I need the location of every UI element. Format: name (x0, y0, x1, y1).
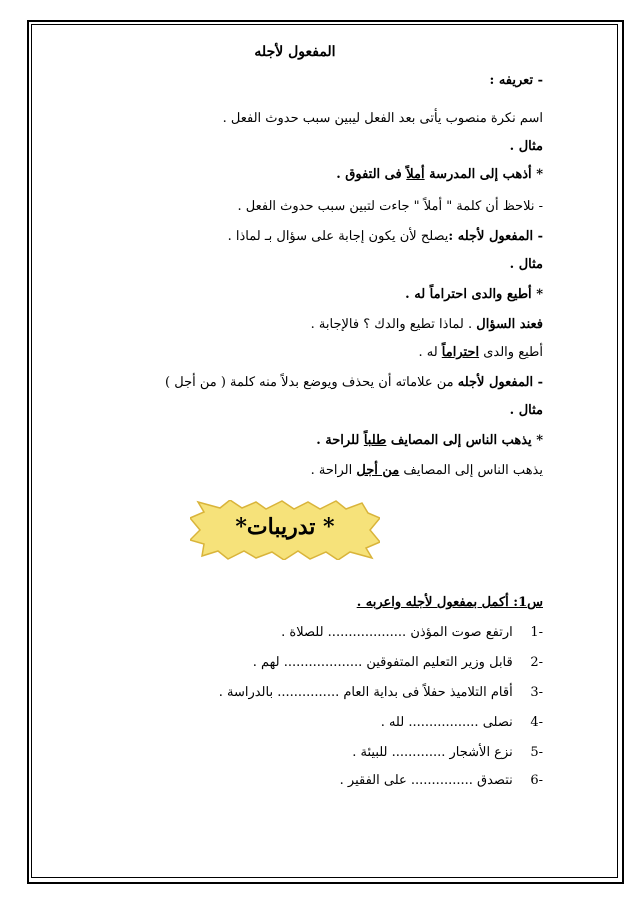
question-line-text: . لماذا تطيع والدك ؟ فالإجابة . (310, 317, 477, 332)
example-label-3: مثال . (509, 403, 543, 418)
answer-line-suffix: له . (418, 345, 442, 360)
exercise-number: -4 (530, 715, 543, 730)
rule-2-text: يصلح لأن يكون إجابة على سؤال بـ لماذا . (227, 229, 449, 244)
rule-2-bold: - المفعول لأجله : (448, 229, 543, 244)
exercise-number: -1 (530, 625, 543, 640)
exercise-number: -6 (530, 773, 543, 788)
exercise-number: -3 (530, 685, 543, 700)
example-3 (316, 432, 543, 450)
exercise-item (281, 624, 543, 642)
exercise-text: أقام التلاميذ حفلاً فى بداية العام ............... بالدراسة . (218, 685, 513, 700)
example-1-prefix: * أذهب إلى المدرسة (424, 167, 543, 182)
rule-2 (228, 228, 543, 246)
exercise-number: -2 (530, 655, 543, 670)
answer-line-prefix: أطيع والدى (479, 345, 543, 360)
example-2: * أطيع والدى احتراماً له . (405, 287, 543, 302)
answer-line-underlined: احتراماً (441, 345, 480, 360)
note-1: - نلاحظ أن كلمة " أملاً " جاءت لتبين سبب حدوث الفعل . (237, 199, 543, 214)
example-label-2: مثال . (509, 257, 543, 272)
exercise-number: -5 (530, 745, 543, 760)
example-3-suffix: للراحة . (316, 433, 364, 448)
exercise-item (253, 654, 543, 672)
rule-3 (165, 374, 543, 392)
exercise-text: نزع الأشجار ............. للبيئة . (352, 745, 513, 760)
example-1-suffix: فى التفوق . (336, 167, 407, 182)
exercise-text: قابل وزير التعليم المتفوقين ................... لهم . (252, 655, 513, 670)
example-3-underlined: طلباً (363, 433, 387, 448)
example-3-alt-underlined: من أجل (356, 463, 400, 478)
exercise-text: ارتفع صوت المؤذن ................... للصلاة . (281, 625, 513, 640)
example-1-underlined: أملاً (406, 167, 425, 182)
exercise-item (340, 772, 543, 790)
example-3-alt-suffix: الراحة . (310, 463, 357, 478)
definition-text: اسم نكرة منصوب يأتى بعد الفعل ليبين سبب حدوث الفعل . (222, 111, 543, 126)
page-title: المفعول لأجله (254, 44, 336, 60)
example-1 (336, 166, 543, 184)
exercise-item (219, 684, 543, 702)
exercise-text: نتصدق ............... على الفقير . (339, 773, 513, 788)
question-line (311, 316, 543, 334)
rule-3-text: من علاماته أن يحذف ويوضع بدلاً منه كلمة ( من أجل ) (165, 375, 458, 390)
question-line-bold: فعند السؤال (476, 317, 543, 332)
exercises-badge (190, 500, 380, 560)
exercise-heading: س1: أكمل بمفعول لأجله واعربه . (356, 595, 543, 610)
example-3-prefix: * يذهب الناس إلى المصايف (386, 433, 543, 448)
exercise-text: نصلى ................. لله . (380, 715, 513, 730)
rule-3-bold: - المفعول لأجله (457, 375, 543, 390)
example-label-1: مثال . (509, 139, 543, 154)
example-3-alt (311, 462, 543, 480)
example-3-alt-prefix: يذهب الناس إلى المصايف (399, 463, 543, 478)
answer-line (418, 344, 543, 362)
exercise-item (352, 744, 543, 762)
badge-label: * تدريبات* (235, 514, 335, 540)
definition-heading: - تعريفه : (489, 73, 543, 88)
exercise-item (381, 714, 543, 732)
